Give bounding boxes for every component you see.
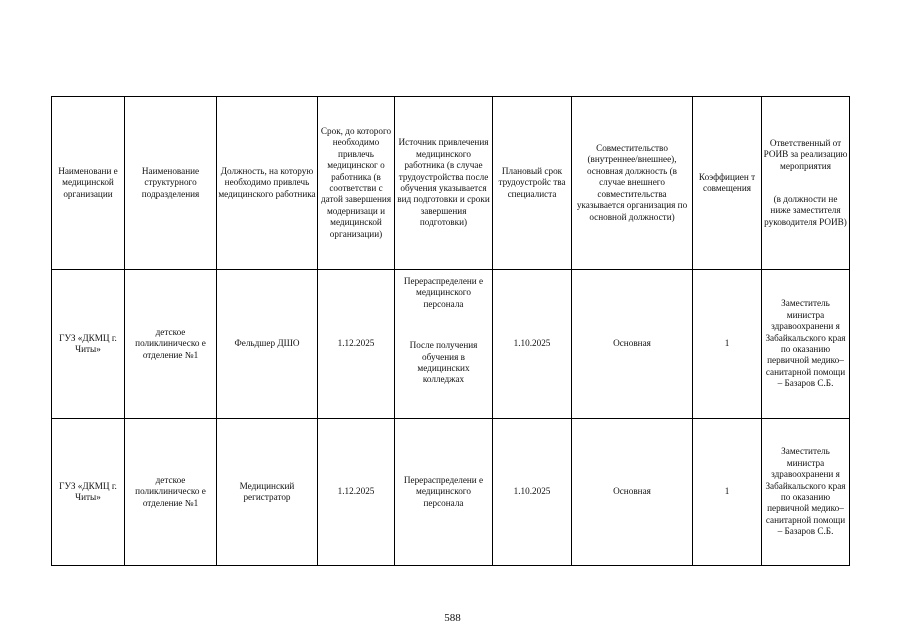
header-position: Должность, на которую необходимо привлечь медицинского работника: [217, 97, 318, 270]
cell-department: детское поликлиническо е отделение №1: [125, 419, 217, 566]
page-number: 588: [444, 612, 461, 624]
cell-source: Перераспределени е медицинского персонала: [395, 419, 493, 566]
header-responsible-part1: Ответственный от РОИВ за реализацию мероприятия: [763, 137, 848, 171]
header-deadline: Срок, до которого необходимо привлечь медицинског о работника (в соответстви с датой завершения модернизаци и медицинской организации): [318, 97, 395, 270]
cell-organization: ГУЗ «ДКМЦ г. Читы»: [52, 419, 125, 566]
table-row: [52, 419, 850, 566]
table-header-row: [52, 97, 850, 270]
header-planned-date: Плановый срок трудоустройс тва специалиста: [493, 97, 572, 270]
cell-combination: Основная: [572, 270, 693, 419]
cell-combination: Основная: [572, 419, 693, 566]
header-source: Источник привлечения медицинского работника (в случае трудоустройства после обучения указывается вид подготовки и сроки завершения подготовки): [395, 97, 493, 270]
assignment-table: [51, 96, 850, 566]
cell-responsible: Заместитель министра здравоохранени я Забайкальского края по оказанию первичной медико– санитарной помощи – Базаров С.Б.: [762, 270, 850, 419]
cell-deadline: 1.12.2025: [318, 270, 395, 419]
cell-source-part2: После получения обучения в медицинских колледжах: [409, 340, 478, 385]
cell-planned-date: 1.10.2025: [493, 270, 572, 419]
header-responsible-part2: (в должности не ниже заместителя руководителя РОИВ): [764, 194, 847, 227]
header-department: Наименование структурного подразделения: [125, 97, 217, 270]
cell-planned-date: 1.10.2025: [493, 419, 572, 566]
header-responsible: [762, 97, 850, 270]
cell-organization: ГУЗ «ДКМЦ г. Читы»: [52, 270, 125, 419]
cell-deadline: 1.12.2025: [318, 419, 395, 566]
cell-position: Фельдшер ДШО: [217, 270, 318, 419]
cell-coefficient: 1: [693, 270, 762, 419]
cell-responsible: Заместитель министра здравоохранени я Забайкальского края по оказанию первичной медико– санитарной помощи – Базаров С.Б.: [762, 419, 850, 566]
table-row: [52, 270, 850, 419]
cell-coefficient: 1: [693, 419, 762, 566]
cell-position: Медицинский регистратор: [217, 419, 318, 566]
header-coefficient: Коэффициен т совмещения: [693, 97, 762, 270]
cell-source: [395, 270, 493, 419]
cell-source-part1: Перераспределени е медицинского персонала: [403, 276, 484, 309]
header-organization: Наименовани е медицинской организации: [52, 97, 125, 270]
header-combination: Совместительство (внутреннее/внешнее), основная должность (в случае внешнего совместительства указывается организация по основной должности): [572, 97, 693, 270]
cell-department: детское поликлиническо е отделение №1: [125, 270, 217, 419]
